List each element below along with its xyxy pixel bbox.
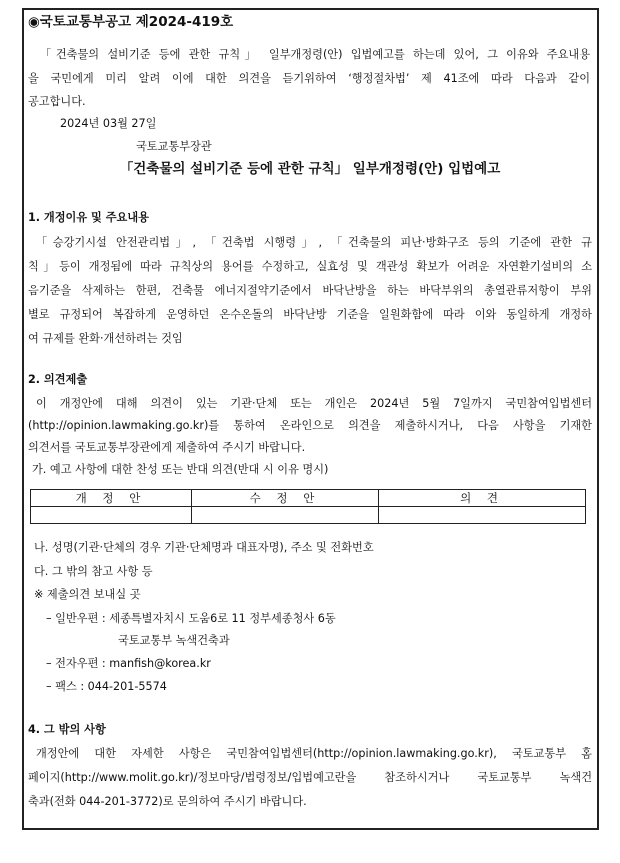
section2-line: (http://opinion.lawmaking.go.kr)를 통하여 온라인으로 의견을 제출하시거나, 다음 사항을 기재한	[28, 419, 592, 432]
section2-line: 이 개정안에 대해 의견이 있는 기관·단체 또는 개인은 2024년 5월 7일까지 국민참여입법센터	[36, 397, 592, 410]
header-revised: 수 정 안	[192, 490, 379, 507]
item-na: 나. 성명(기관·단체의 경우 기관·단체명과 대표자명), 주소 및 전화번호	[34, 541, 374, 554]
notice-date: 2024년 03월 27일	[60, 117, 157, 130]
notice-issuer: 국토교통부장관	[136, 140, 212, 153]
intro-line: 공고합니다.	[28, 95, 86, 108]
section1-line: 칙」등이 개정됨에 따라 규칙상의 용어를 수정하고, 실효성 및 객관성 확보가 어려운 자연환기설비의 소	[28, 260, 592, 273]
intro-line: 을 국민에게 미리 알려 이에 대한 의견을 듣기위하여 ‘행정절차법’ 제 41조에 따라 다음과 같이	[28, 72, 590, 85]
fax-number: – 팩스 : 044-201-5574	[46, 680, 167, 693]
header-opinion: 의 견	[379, 490, 586, 507]
table-cell	[31, 507, 192, 524]
doc-title: 「건축물의 설비기준 등에 관한 규칙」 일부개정령(안) 입법예고	[119, 161, 501, 177]
section1-line: 여 규제를 완화·개선하려는 것임	[28, 332, 183, 345]
section1-line: 별로 규정되어 복잡하게 운영하던 온수온돌의 바닥난방 기준을 일원화함에 따라 이와 동일하게 개정하	[28, 308, 592, 321]
section1-heading: 1. 개정이유 및 주요내용	[28, 211, 149, 224]
table-cell	[192, 507, 379, 524]
opinion-table	[30, 489, 586, 524]
notice-number: ◉국토교통부공고 제2024-419호	[28, 14, 234, 30]
header-current: 개 정 안	[31, 490, 192, 507]
section2-heading: 2. 의견제출	[28, 373, 88, 386]
section1-line: 「승강기시설 안전관리법」, 「건축법 시행령」, 「건축물의 피난·방화구조 등의 기준에 관한 규	[36, 236, 592, 249]
section2-line: 의견서를 국토교통부장관에게 제출하여 주시기 바랍니다.	[28, 441, 306, 454]
email-address: – 전자우편 : manfish@korea.kr	[46, 657, 211, 670]
section1-line: 음기준을 삭제하는 한편, 건축물 에너지절약기준에서 바닥난방을 하는 바닥부위의 총열관류저항이 부위	[28, 284, 592, 297]
table-cell	[379, 507, 586, 524]
section4-heading: 4. 그 밖의 사항	[28, 723, 106, 736]
table-header-row	[31, 490, 586, 507]
section4-line: 개정안에 대한 자세한 사항은 국민참여입법센터(http://opinion.lawmaking.go.kr), 국토교통부 홈	[36, 747, 592, 760]
table-row	[31, 507, 586, 524]
submit-title: ※ 제출의견 보내실 곳	[34, 588, 141, 601]
postal-mail: – 일반우편 : 세종특별자치시 도움6로 11 정부세종청사 6동	[46, 612, 336, 625]
item-ga: 가. 예고 사항에 대한 찬성 또는 반대 의견(반대 시 이유 명시)	[32, 463, 329, 476]
section4-line: 페이지(http://www.molit.go.kr)/정보마당/법령정보/입법예고란을 참조하시거나 국토교통부 녹색건	[28, 771, 592, 784]
section4-line: 축과(전화 044-201-3772)로 문의하여 주시기 바랍니다.	[28, 795, 307, 808]
item-da: 다. 그 밖의 참고 사항 등	[34, 565, 153, 578]
postal-dept: 국토교통부 녹색건축과	[118, 634, 230, 647]
intro-line: 「건축물의 설비기준 등에 관한 규칙」 일부개정령(안) 입법예고를 하는데 있어, 그 이유와 주요내용	[40, 48, 590, 61]
